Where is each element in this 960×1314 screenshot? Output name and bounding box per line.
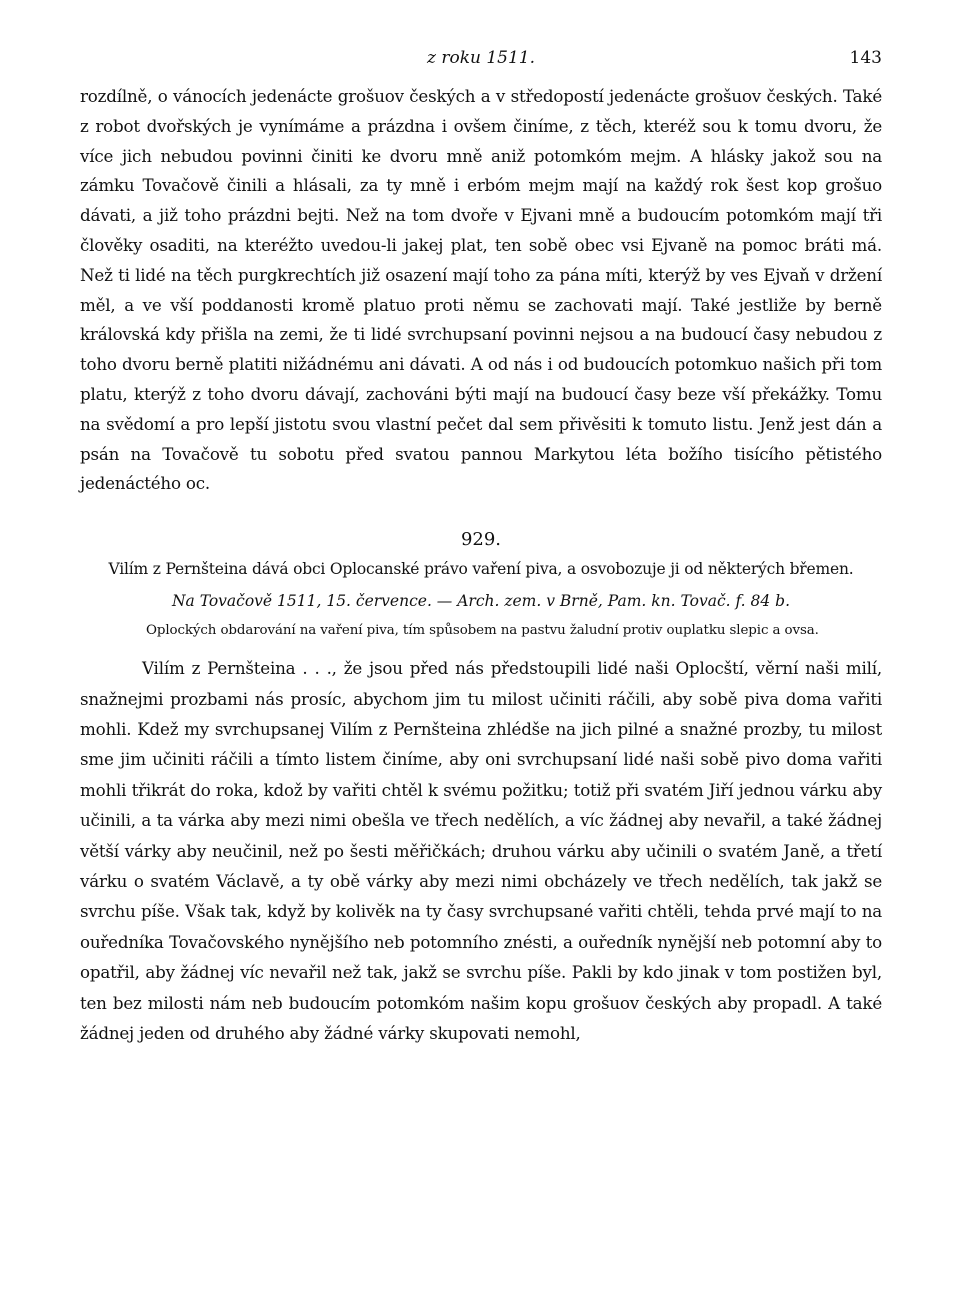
running-header bbox=[80, 48, 882, 76]
document-regest: Oplockých obdarování na vaření piva, tím spůsobem na pastvu žaludní protiv ouplatku slepic a ovsa. bbox=[146, 623, 819, 639]
page-number: 143 bbox=[849, 48, 882, 68]
document-summary: Vilím z Pernšteina dává obci Oplocanské právo vaření piva, a osvobozuje ji od některých břemen. bbox=[108, 560, 854, 579]
running-title: z roku 1511. bbox=[426, 48, 536, 68]
book-page bbox=[80, 48, 882, 1298]
continuation-paragraph: rozdílně, o vánocích jedenácte grošuov českých a v středopostí jedenácte grošuov českých. Také z robot dvořských je vynímáme a prázdna i ovšem činíme, z těch, kteréž sou k tomu dvoru, že více jich nebudou povinni činiti ke dvoru mně aniž potomkóm mejm. A hlásky jakož sou na zámku Tovačově činili a hlásali, za ty mně i erbóm mejm mají na každý rok šest kop grošuo dávati, a již toho prázdni bejti. Než na tom dvoře v Ejvani mně a budoucím potomkóm mají tři člověky osaditi, na kteréžto uvedou-li jakej plat, ten sobě obec vsi Ejvaně na pomoc bráti má. Než ti lidé na těch purgkrechtích již osazení mají toho za pána míti, kterýž by ves Ejvaň v držení měl, a ve vší poddanosti kromě platuo proti němu se zachovati mají. Také jestliže by berně královská kdy přišla na zemi, že ti lidé svrchupsaní povinni nejsou a na budoucí časy nebudou z toho dvoru berně platiti nižádnému ani dávati. A od nás i od budoucích potomkuo našich při tom platu, kterýž z toho dvoru dávají, zachováni býti mají na budoucí časy beze vší překážky. Tomu na svědomí a pro lepší jistotu svou vlastní pečet dal sem přivěsiti k tomuto listu. Jenž jest dán a psán na Tovačově tu sobotu před svatou pannou Markytou léta božího tisícího pětistého jedenáctého oc. bbox=[80, 86, 882, 494]
document-number: 929. bbox=[460, 529, 502, 551]
document-text: Vilím z Pernšteina . . ., že jsou před nás předstoupili lidé naši Oplocští, věrní naši milí, snažnejmi prozbami nás prosíc, abychom jim tu milost učiniti ráčili, aby sobě piva doma vařiti mohli. Kdež my svrchupsanej Vilím z Pernšteina zhlédše na jich pilné a snažné prozby, tu milost sme jim učiniti ráčili a tímto listem činíme, aby oni svrchupsaní lidé naši sobě pivo doma vařiti mohli třikrát do roka, kdož by vařiti chtěl k svému požitku; totiž při svatém Jiří jednou várku aby učinili, a ta várka aby mezi nimi obešla ve třech nedělích, a víc žádnej aby nevařil, a také žádnej větší várky aby neučinil, než po šesti měřičkách; druhou várku aby učinili o svatém Janě, a třetí várku o svatém Václavě, a ty obě várky aby mezi nimi obcházely ve třech nedělích, tak jakž se svrchu píše. Však tak, když by kolivěk na ty časy svrchupsané vařiti chtěli, tehda prvé mají to na ouředníka Tovačovského nynějšího neb potomního znésti, a ouředník nynější neb potomní aby to opatřil, aby žádnej víc nevařil než tak, jakž se svrchu píše. Pakli by kdo jinak v tom postižen byl, ten bez milosti nám neb budoucím potomkóm našim kopu grošuov českých aby propadl. A také žádnej jeden od druhého aby žádné várky skupovati nemohl, bbox=[80, 658, 882, 1044]
document-source: Na Tovačově 1511, 15. července. — Arch. zem. v Brně, Pam. kn. Tovač. f. 84 b. bbox=[171, 592, 791, 611]
